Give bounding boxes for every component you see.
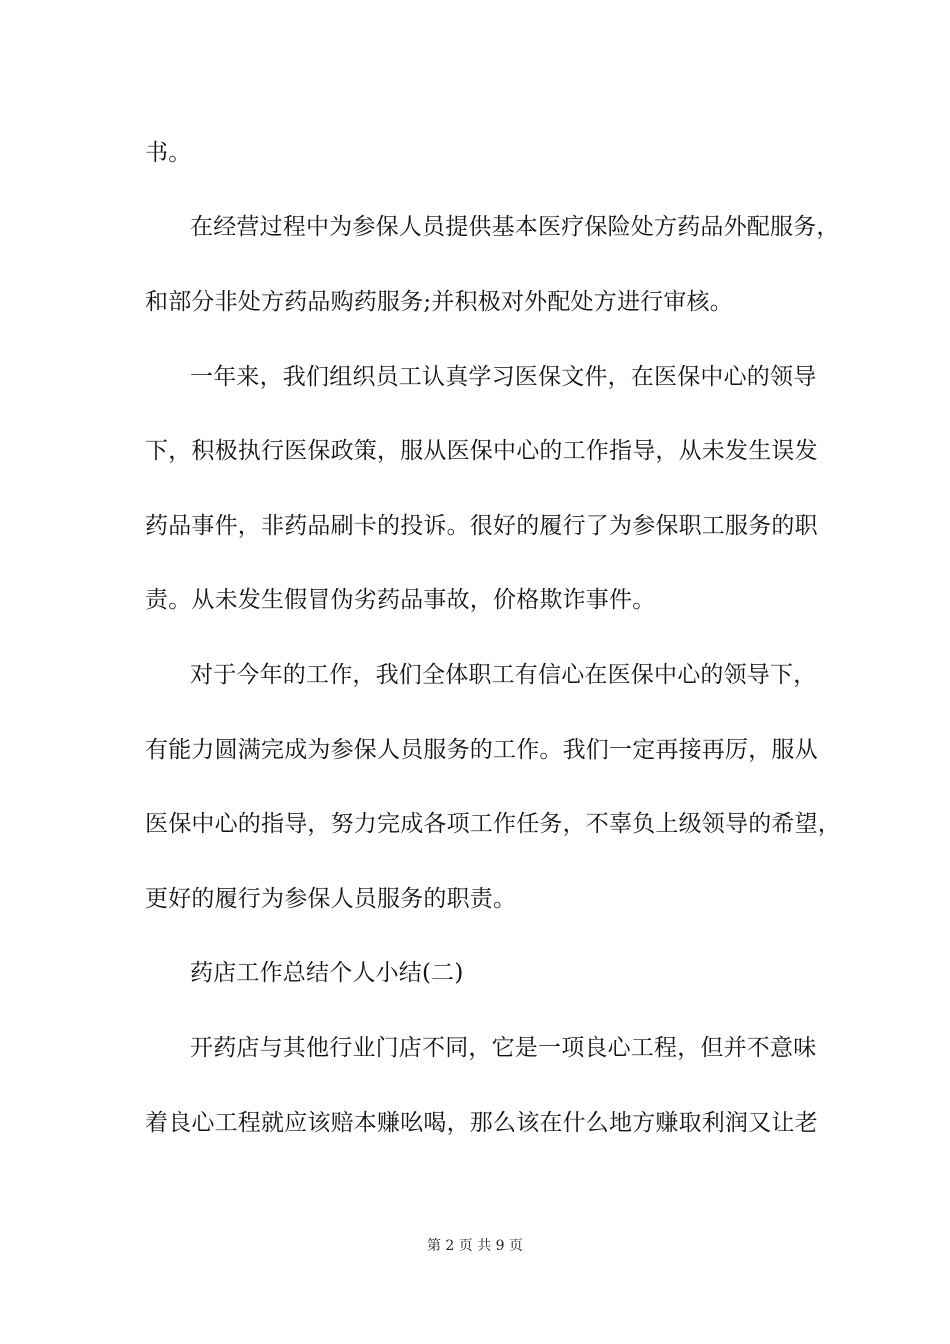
text-line: 医保中心的指导，努力完成各项工作任务，不辜负上级领导的希望， [145,811,841,837]
text-line: 更好的履行为参保人员服务的职责。 [145,886,517,912]
page-number-footer: 第 2 页 共 9 页 [426,1238,524,1254]
text-line: 和部分非处方药品购药服务;并积极对外配处方进行审核。 [145,289,733,315]
section-heading: 药店工作总结个人小结(二) [190,960,464,986]
text-line: 药品事件，非药品刷卡的投诉。很好的履行了为参保职工服务的职 [145,513,818,539]
paragraph-start: 开药店与其他行业门店不同，它是一项良心工程，但并不意味 [190,1035,817,1061]
text-line: 下，积极执行医保政策，服从医保中心的工作指导，从未发生误发 [145,438,818,464]
paragraph-start: 对于今年的工作，我们全体职工有信心在医保中心的领导下， [190,662,817,688]
text-line: 责。从未发生假冒伪劣药品事故，价格欺诈事件。 [145,587,656,613]
paragraph-start: 一年来，我们组织员工认真学习医保文件，在医保中心的领导 [190,364,817,390]
text-line: 着良心工程就应该赔本赚吆喝，那么该在什么地方赚取利润又让老 [145,1110,818,1136]
text-line: 有能力圆满完成为参保人员服务的工作。我们一定再接再厉，服从 [145,737,818,763]
text-line: 书。 [145,140,192,166]
paragraph-start: 在经营过程中为参保人员提供基本医疗保险处方药品外配服务， [190,214,840,240]
